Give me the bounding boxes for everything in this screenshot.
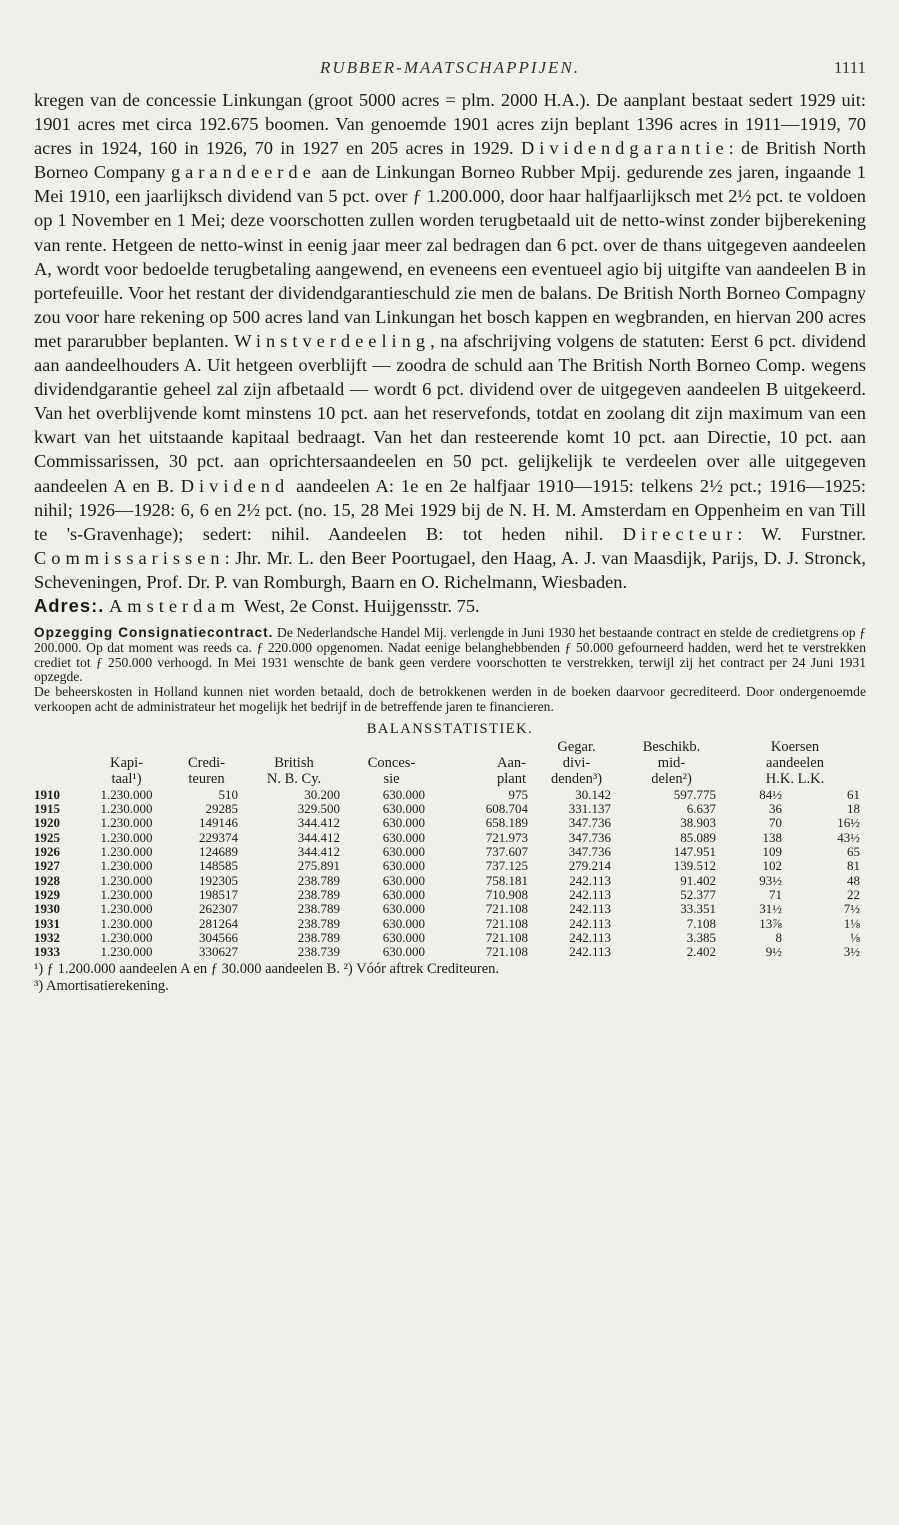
section-keyword: Dividend xyxy=(180,475,290,496)
table-cell: 331.137 xyxy=(568,801,611,817)
table-cell: 48 xyxy=(847,872,861,888)
table-cell: 1933 xyxy=(34,944,60,960)
table-cell: 30.200 xyxy=(304,786,340,802)
table-row xyxy=(34,859,866,873)
table-cell: 7½ xyxy=(843,901,861,917)
table-cell: 347.736 xyxy=(568,829,611,845)
table-cell: 31½ xyxy=(759,901,782,917)
table-row xyxy=(34,917,866,931)
text-run: kregen van de concessie Linkungan (groot 5000 acres = plm. 2000 H.A.). De aanplant bestaat sedert 1929 uit: 1901 acres met circa 192.675 boomen. Van genoemde 1901 acres zijn beplant 1396 acres in 1911—1919, 70 acres in 1924, 160 in 1926, 70 in 1927 en 205 acres in 1929. xyxy=(34,90,866,159)
table-cell: 242.113 xyxy=(569,915,611,931)
table-cell: 139.512 xyxy=(673,858,716,874)
table-cell: 18 xyxy=(847,801,861,817)
table-cell: 91.402 xyxy=(680,872,716,888)
table-cell: 1⅛ xyxy=(843,915,861,931)
table-cell: 6.637 xyxy=(686,801,716,817)
table-cell: 22 xyxy=(847,886,861,902)
table-cell: 1.230.000 xyxy=(100,929,153,945)
table-cell: 630.000 xyxy=(382,929,425,945)
col-gegar: Gegar. divi- denden³) xyxy=(550,738,603,787)
table-cell: 43½ xyxy=(837,829,861,845)
col-koersen xyxy=(724,739,866,788)
table-row xyxy=(34,788,866,802)
table-cell: 1.230.000 xyxy=(100,801,153,817)
table-cell: 630.000 xyxy=(382,901,425,917)
table-cell: 9½ xyxy=(765,944,782,960)
table-cell: 721.108 xyxy=(485,915,528,931)
table-cell: 192305 xyxy=(199,872,238,888)
table-cell: 344.412 xyxy=(297,815,340,831)
table-cell: 510 xyxy=(218,786,238,802)
table-cell: 262307 xyxy=(199,901,238,917)
table-row xyxy=(34,931,866,945)
table-cell: 630.000 xyxy=(382,815,425,831)
table-cell: 630.000 xyxy=(382,786,425,802)
section-keyword: Winstverdeeling xyxy=(234,330,431,351)
section-keyword: Commissarissen xyxy=(34,547,225,568)
table-cell: 93½ xyxy=(759,872,782,888)
table-cell: 124689 xyxy=(199,844,238,860)
table-cell: 1.230.000 xyxy=(100,829,153,845)
table-cell: 52.377 xyxy=(680,886,716,902)
table-cell: 7.108 xyxy=(686,915,716,931)
lk-label: L.K. xyxy=(797,770,825,787)
table-cell: 61 xyxy=(847,786,861,802)
table-cell: 242.113 xyxy=(569,901,611,917)
table-cell: 630.000 xyxy=(382,872,425,888)
table-cell: 1930 xyxy=(34,901,60,917)
table-cell: 1910 xyxy=(34,786,60,802)
koersen-label: Koersen aandeelen xyxy=(766,738,824,771)
consignatie-paragraph xyxy=(34,626,866,685)
table-row xyxy=(34,816,866,830)
table-cell: 149146 xyxy=(199,815,238,831)
text-run: De Nederlandsche Handel Mij. verlengde in Juni 1930 het bestaande contract en stelde de credietgrens op ƒ 200.000. Op dat moment was reeds ca. ƒ 220.000 opgenomen. Nadat eenige belanghebbenden ƒ 50.000 gefourneerd hadden, werd het te verstrekken crediet tot ƒ 250.000 verhoogd. In Mei 1931 wenschte de bank geen verdere voorschotten te verstrekken, terwijl zij het contract per 24 Juni 1931 opzegde. xyxy=(34,625,866,685)
col-crediteuren: Credi- teuren xyxy=(187,754,226,787)
footnote-2: ³) Amortisatierekening. xyxy=(34,978,169,995)
table-cell: 304566 xyxy=(199,929,238,945)
page-number: 1111 xyxy=(833,58,866,77)
table-cell: 737.125 xyxy=(485,858,528,874)
table-cell: 71 xyxy=(769,886,782,902)
company-description xyxy=(34,88,866,618)
address-line xyxy=(34,594,866,618)
table-cell: 242.113 xyxy=(569,944,611,960)
table-cell: 84½ xyxy=(759,786,782,802)
table-cell: 608.704 xyxy=(485,801,528,817)
document-page xyxy=(34,58,866,995)
col-aanplant: Aan- plant xyxy=(497,754,526,787)
table-cell: 330627 xyxy=(199,944,238,960)
table-cell: 1.230.000 xyxy=(100,844,153,860)
section-keyword: Dividendgarantie xyxy=(520,138,729,159)
section-keyword: Directeur xyxy=(622,523,738,544)
table-cell: 721.108 xyxy=(485,901,528,917)
table-cell: 1926 xyxy=(34,844,60,860)
table-cell: 721.108 xyxy=(485,929,528,945)
table-cell: 242.113 xyxy=(569,929,611,945)
table-cell: 1.230.000 xyxy=(100,858,153,874)
table-cell: 344.412 xyxy=(297,844,340,860)
col-british: British N. B. Cy. xyxy=(266,754,322,787)
table-cell: 1931 xyxy=(34,915,60,931)
table-cell: 1932 xyxy=(34,929,60,945)
balance-table-body xyxy=(34,788,866,960)
table-cell: 630.000 xyxy=(382,858,425,874)
table-cell: 2.402 xyxy=(686,944,716,960)
table-cell: 238.789 xyxy=(297,886,340,902)
page-header xyxy=(34,58,866,88)
table-cell: 597.775 xyxy=(673,786,716,802)
table-row xyxy=(34,831,866,845)
table-cell: 347.736 xyxy=(568,844,611,860)
table-cell: 721.108 xyxy=(485,944,528,960)
table-cell: 238.789 xyxy=(297,929,340,945)
table-cell: 1.230.000 xyxy=(100,815,153,831)
balance-table xyxy=(34,739,866,960)
text-run: aandeelen A: 1e en 2e halfjaar 1910—1915: telkens 2½ pct.; 1916—1925: nihil; 1926—1928: 6, 6 en 2½ pct. (no. 15, 28 Mei 1929 bij de N. H. M. Amsterdam en Oppenheim en van Till te 's-Gravenhage); sedert: nihil. Aandeelen B: tot heden nihil. xyxy=(34,475,866,544)
table-cell: 630.000 xyxy=(382,829,425,845)
table-cell: 3½ xyxy=(843,944,861,960)
table-cell: 1927 xyxy=(34,858,60,874)
table-cell: 238.789 xyxy=(297,901,340,917)
running-title: RUBBER-MAATSCHAPPIJEN. xyxy=(319,58,581,77)
table-cell: 38.903 xyxy=(680,815,716,831)
section-keyword: garandeerde xyxy=(170,162,316,183)
table-footnotes xyxy=(34,961,866,995)
address-rest: West, 2e Const. Huijgensstr. 75. xyxy=(239,595,480,616)
table-cell: 138 xyxy=(762,829,782,845)
table-cell: 737.607 xyxy=(485,844,528,860)
table-row xyxy=(34,874,866,888)
table-cell: 630.000 xyxy=(382,915,425,931)
col-beschikb: Beschikb. mid- delen²) xyxy=(642,738,701,787)
table-cell: 3.385 xyxy=(686,929,716,945)
col-kapitaal: Kapi- taal¹) xyxy=(109,754,143,787)
table-cell: 148585 xyxy=(199,858,238,874)
table-cell: 238.789 xyxy=(297,872,340,888)
table-cell: 1925 xyxy=(34,829,60,845)
table-cell: 30.142 xyxy=(575,786,611,802)
table-cell: 279.214 xyxy=(568,858,611,874)
table-cell: 36 xyxy=(769,801,782,817)
table-cell: 109 xyxy=(762,844,782,860)
table-row xyxy=(34,802,866,816)
table-cell: 975 xyxy=(508,786,528,802)
table-cell: 238.739 xyxy=(297,944,340,960)
table-cell: 1915 xyxy=(34,801,60,817)
table-cell: 1.230.000 xyxy=(100,944,153,960)
table-cell: 147.951 xyxy=(673,844,716,860)
table-cell: 329.500 xyxy=(297,801,340,817)
address-city: Amsterdam xyxy=(108,595,240,616)
table-cell: 8 xyxy=(775,929,782,945)
table-cell: 81 xyxy=(847,858,861,874)
table-cell: 1.230.000 xyxy=(100,886,153,902)
table-title: BALANSSTATISTIEK. xyxy=(366,720,534,737)
table-cell: 102 xyxy=(762,858,782,874)
table-cell: 16½ xyxy=(837,815,861,831)
table-cell: 242.113 xyxy=(569,872,611,888)
table-cell: 65 xyxy=(847,844,861,860)
table-cell: 275.891 xyxy=(297,858,340,874)
table-row xyxy=(34,945,866,959)
table-cell: 630.000 xyxy=(382,801,425,817)
table-cell: 1920 xyxy=(34,815,60,831)
table-cell: 29285 xyxy=(205,801,238,817)
text-run: : de British North Borneo Company xyxy=(34,138,866,183)
table-cell: 85.089 xyxy=(680,829,716,845)
table-cell: 344.412 xyxy=(297,829,340,845)
table-cell: 1.230.000 xyxy=(100,915,153,931)
table-cell: 658.189 xyxy=(485,815,528,831)
table-cell: 721.973 xyxy=(485,829,528,845)
table-row xyxy=(34,888,866,902)
table-cell: 1.230.000 xyxy=(100,786,153,802)
beheerskosten-paragraph: De beheerskosten in Holland kunnen niet worden betaald, doch de betrokkenen werden in de boeken daarvoor gecrediteerd. Door ondergenoemde verkoopen acht de administrateur het mogelijk het bedrijf in de betreffende jaren te financieren. xyxy=(34,684,866,715)
table-cell: 630.000 xyxy=(382,844,425,860)
table-cell: 281264 xyxy=(199,915,238,931)
table-cell: ⅛ xyxy=(850,929,861,945)
table-cell: 347.736 xyxy=(568,815,611,831)
main-paragraph xyxy=(34,88,866,594)
table-row xyxy=(34,902,866,916)
table-cell: 758.181 xyxy=(485,872,528,888)
table-cell: 242.113 xyxy=(569,886,611,902)
table-cell: 630.000 xyxy=(382,886,425,902)
table-cell: 70 xyxy=(769,815,782,831)
text-run: : Jhr. Mr. L. den Beer Poortugael, den Haag, A. J. van Maasdijk, Parijs, D. J. Stronck, Scheveningen, Prof. Dr. P. van Romburgh, Baarn en O. Richelmann, Wiesbaden. xyxy=(34,547,866,592)
consignatie-heading: Opzegging Consignatiecontract. xyxy=(34,625,274,641)
text-run: : W. Furstner. xyxy=(737,523,866,544)
footnote-1: ¹) ƒ 1.200.000 aandeelen A en ƒ 30.000 aandeelen B. ²) Vóór aftrek Crediteuren. xyxy=(34,961,500,978)
table-cell: 710.908 xyxy=(485,886,528,902)
table-cell: 1.230.000 xyxy=(100,901,153,917)
table-cell: 198517 xyxy=(199,886,238,902)
table-cell: 13⅞ xyxy=(759,915,782,931)
address-label: Adres:. xyxy=(34,594,105,616)
table-row xyxy=(34,845,866,859)
hk-label: H.K. xyxy=(765,770,794,787)
table-cell: 1928 xyxy=(34,872,60,888)
table-cell: 229374 xyxy=(199,829,238,845)
table-cell: 630.000 xyxy=(382,944,425,960)
table-cell: 238.789 xyxy=(297,915,340,931)
table-cell: 1929 xyxy=(34,886,60,902)
consignatie-section xyxy=(34,626,866,715)
text-run: , na afschrijving volgens de statuten: Eerst 6 pct. dividend aan aandeelhouders A. Uit hetgeen overblijft — zoodra de schuld aan The British North Borneo Comp. wegens dividendgarantie geheel zal zijn afbetaald — wordt 6 pct. dividend over de uitgegeven aandeelen B uitgekeerd. Van het overblijvende komt minstens 10 pct. aan het reservefonds, totdat en zoolang dit zijn maximum van een kwart van het uitstaande kapitaal bedraagt. Van het dan resteerende komt 10 pct. aan Directie, 10 pct. aan Commissarissen, 30 pct. aan oprichtersaandeelen en 50 pct. gelijkelijk te verdeelen over alle uitgegeven aandeelen A en B. xyxy=(34,330,866,496)
text-run: aan de Linkungan Borneo Rubber Mpij. gedurende zes jaren, ingaande 1 Mei 1910, een jaarlijksch dividend van 5 pct. over ƒ 1.200.000, door haar halfjaarlijksch met 2½ pct. te voldoen op 1 November en 1 Mei; deze voorschotten zullen worden terugbetaald uit de netto-winst zonder bijberekening van rente. Hetgeen de netto-winst in eenig jaar meer zal bedragen dan 6 pct. over de thans uitgegeven aandeelen A, wordt voor bedoelde terugbetaling aangewend, en eveneens een eventueel agio bij uitgifte van aandeelen B in portefeuille. Voor het restant der dividendgarantieschuld zie men de balans. De British North Borneo Compagny zou voor hare rekening op 500 acres land van Linkungan het bosch kappen en wegbranden, en hiervan 200 acres met pararubber beplanten. xyxy=(34,162,866,351)
col-concessie: Conces- sie xyxy=(367,754,416,787)
table-cell: 1.230.000 xyxy=(100,872,153,888)
table-cell: 33.351 xyxy=(680,901,716,917)
